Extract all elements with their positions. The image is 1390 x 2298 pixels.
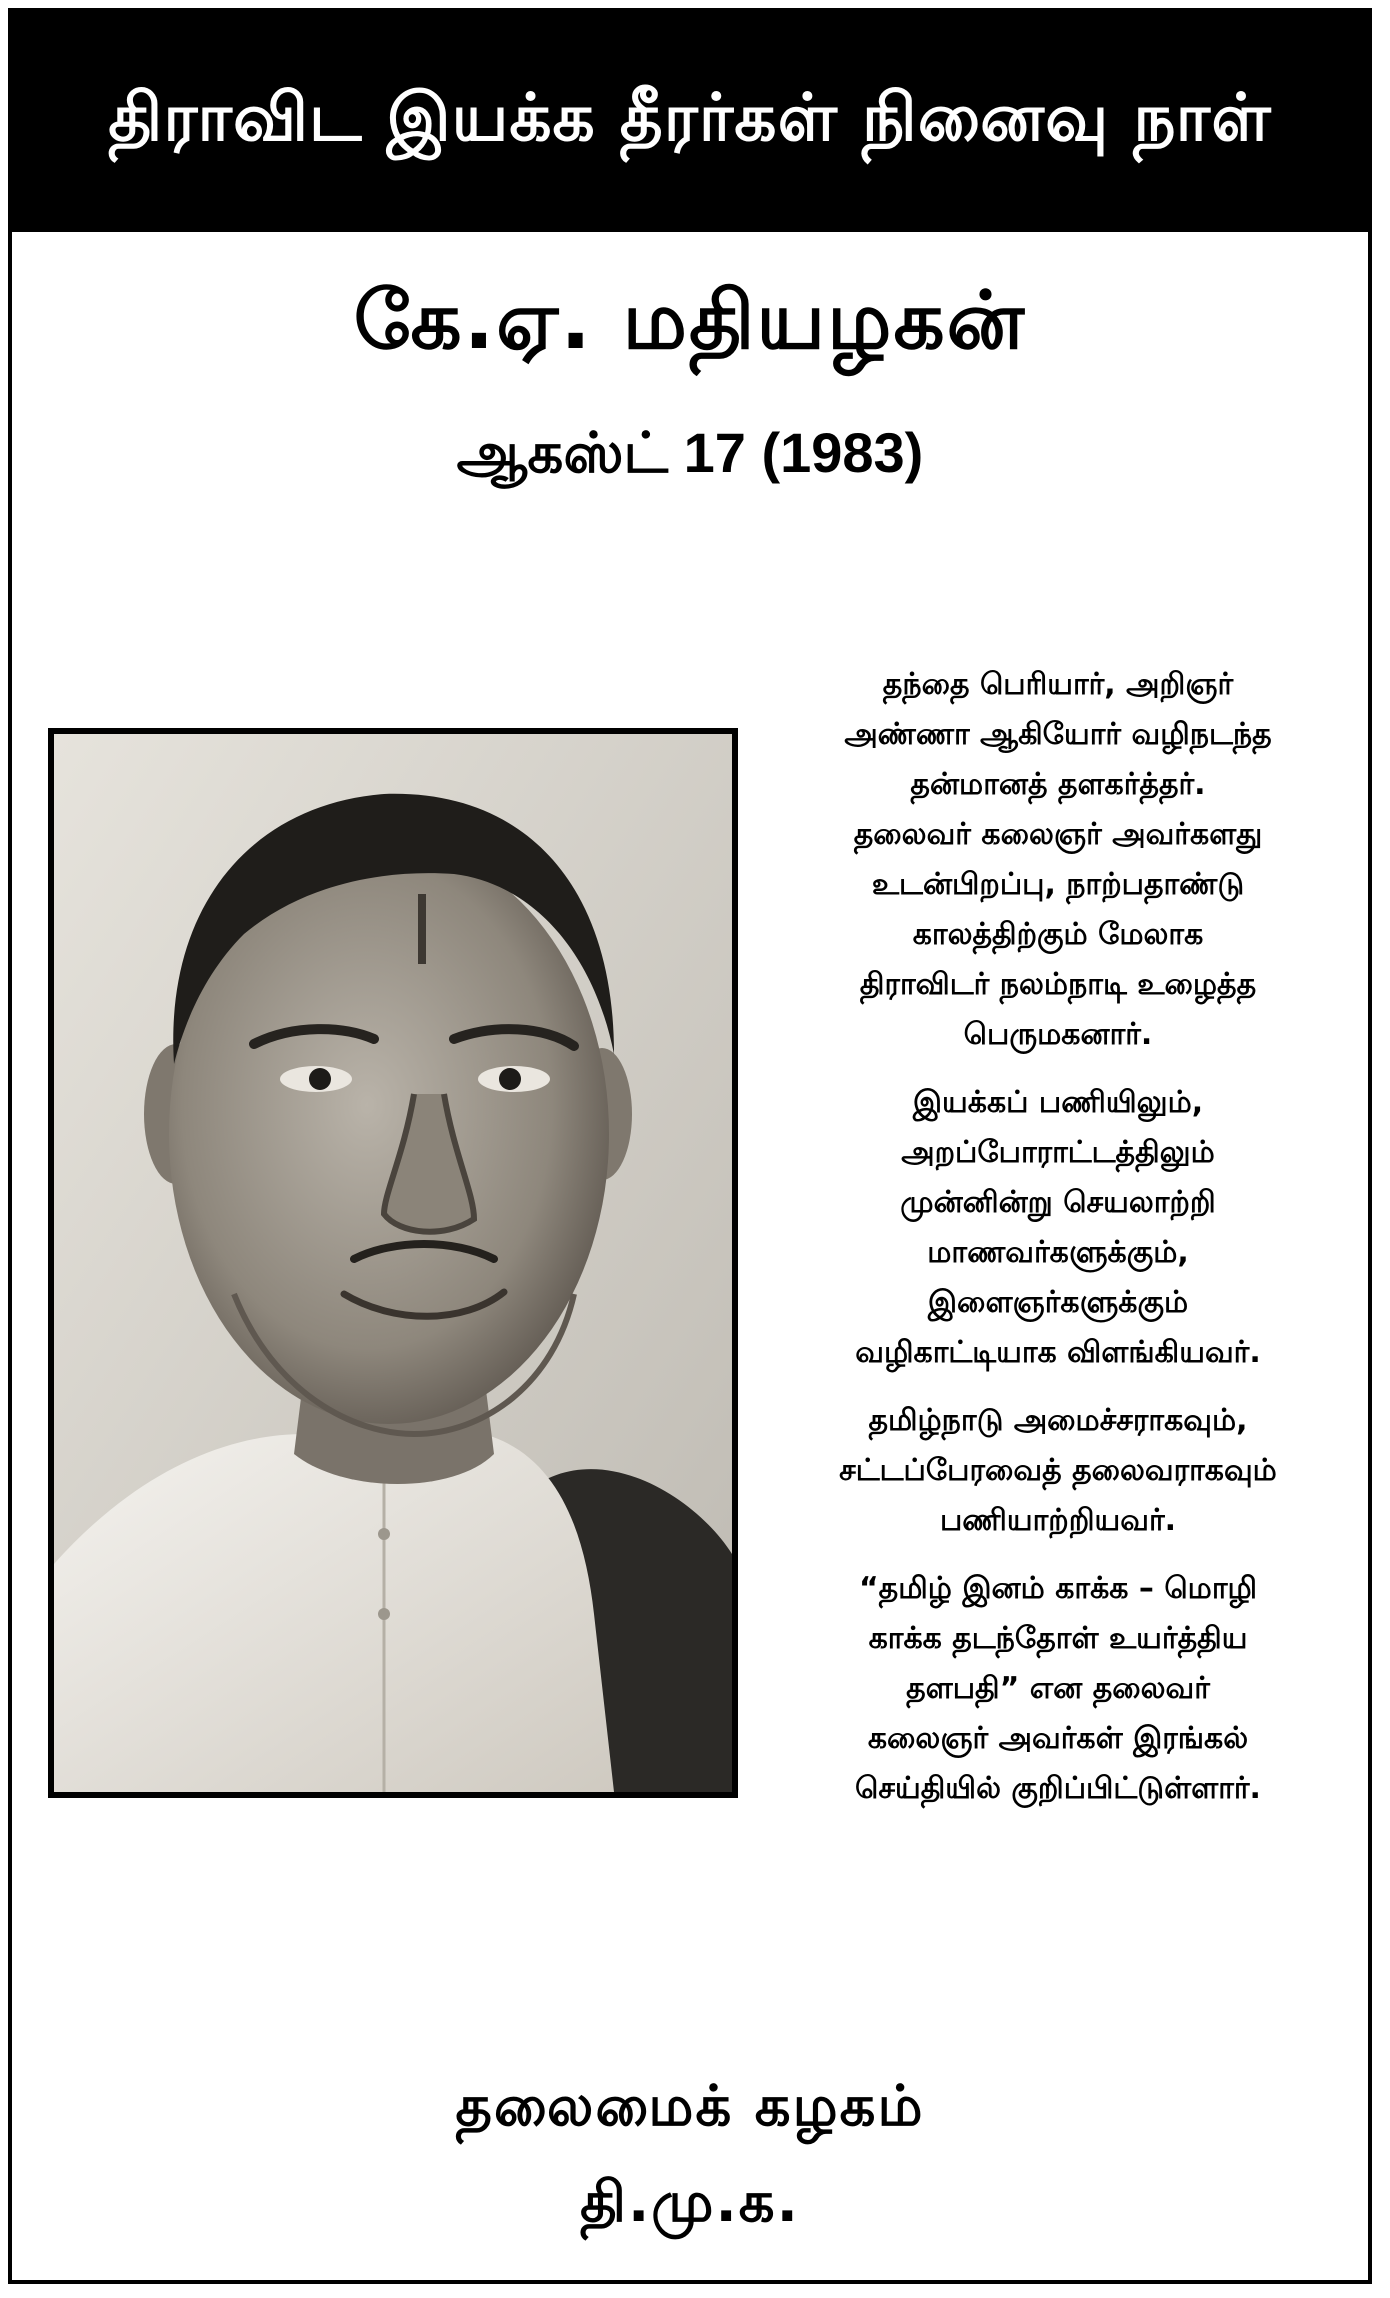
bio-line: வழிகாட்டியாக விளங்கியவர்.: [855, 1335, 1261, 1370]
bio-line: பெருமகனார்.: [963, 1017, 1153, 1052]
footer-party-name: தி.மு.க.: [580, 2170, 800, 2235]
bio-line: காக்க தடந்தோள் உயர்த்திய: [868, 1621, 1248, 1656]
bio-line: உடன்பிறப்பு, நாற்பதாண்டு: [871, 867, 1245, 902]
bio-line: அண்ணா ஆகியோர் வழிநடந்த: [844, 717, 1272, 752]
portrait-photo: [48, 728, 738, 1798]
bio-line: தன்மானத் தளகர்த்தர்.: [910, 767, 1206, 802]
bio-line: தலைவர் கலைஞர் அவர்களது: [853, 817, 1263, 852]
bio-paragraph: [738, 1396, 1378, 1546]
bio-line: “தமிழ் இனம் காக்க – மொழி: [858, 1571, 1258, 1606]
memorial-date: ஆகஸ்ட் 17 (1983): [456, 421, 924, 484]
bio-line: தமிழ்நாடு அமைச்சராகவும்,: [868, 1403, 1248, 1438]
bio-paragraph: [738, 1078, 1378, 1378]
bio-line: முன்னின்று செயலாற்றி: [900, 1185, 1216, 1220]
bio-line: கலைஞர் அவர்கள் இரங்கல்: [867, 1721, 1249, 1756]
portrait-illustration: [54, 734, 732, 1792]
footer-organization: தலைமைக் கழகம்: [455, 2074, 925, 2139]
banner-title: திராவிட இயக்க தீரர்கள் நினைவு நாள்: [108, 79, 1272, 156]
bio-line: சட்டப்பேரவைத் தலைவராகவும்: [839, 1453, 1277, 1488]
bio-line: காலத்திற்கும் மேலாக: [912, 917, 1204, 952]
bio-line: தந்தை பெரியார், அறிஞர்: [882, 667, 1234, 702]
bio-line: செய்தியில் குறிப்பிட்டுள்ளார்.: [855, 1771, 1261, 1806]
bio-line: மாணவர்களுக்கும்,: [927, 1235, 1189, 1270]
bio-line: பணியாற்றியவர்.: [939, 1503, 1177, 1538]
bio-line: தளபதி” என தலைவர்: [906, 1671, 1210, 1706]
bio-line: அறப்போராட்டத்திலும்: [901, 1135, 1215, 1170]
person-name: கே.ஏ. மதியழகன்: [353, 274, 1027, 367]
bio-paragraph: [738, 660, 1378, 1060]
bio-line: இயக்கப் பணியிலும்,: [912, 1085, 1204, 1120]
bio-paragraph: [738, 1564, 1378, 1814]
header-banner: [12, 12, 1368, 232]
bio-line: இளைஞர்களுக்கும்: [927, 1285, 1189, 1320]
memorial-notice: [8, 8, 1372, 2284]
bio-line: திராவிடர் நலம்நாடி உழைத்த: [859, 967, 1257, 1002]
biography-text: [738, 660, 1378, 1832]
